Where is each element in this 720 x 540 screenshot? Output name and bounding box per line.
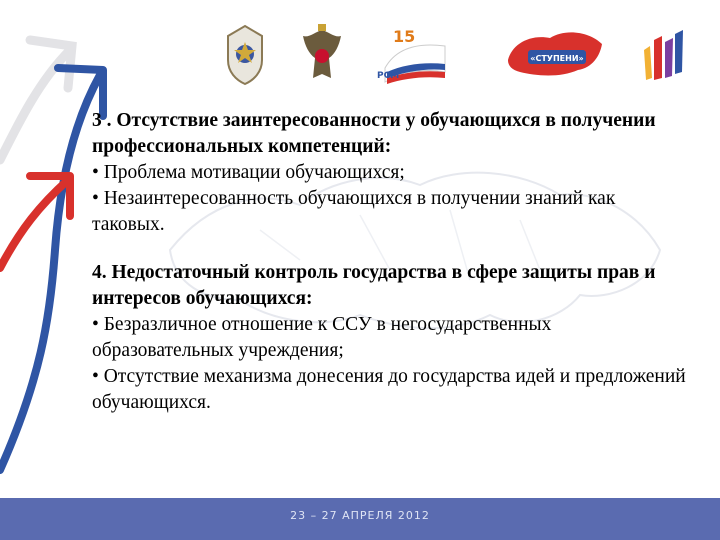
footer-band bbox=[0, 498, 720, 540]
stupeni-russia-logo-icon bbox=[500, 20, 610, 90]
bullet-item: • Незаинтересованность обучающихся в получении знаний как таковых. bbox=[92, 188, 616, 235]
svg-text:«СТУПЕНИ»: «СТУПЕНИ» bbox=[530, 54, 584, 63]
double-headed-eagle-icon bbox=[295, 20, 350, 90]
section-3 bbox=[92, 108, 692, 238]
gray-arrow-icon bbox=[0, 40, 72, 160]
bullet-item: • Проблема мотивации обучающихся; bbox=[92, 162, 405, 183]
main-content bbox=[92, 108, 692, 438]
university-crest-icon bbox=[220, 20, 270, 90]
color-stripes-logo-icon bbox=[640, 20, 685, 90]
svg-text:РСМ: РСМ bbox=[377, 71, 400, 81]
section-heading: 3 . Отсутствие заинтересованности у обучающихся в получении профессиональных компетенций: bbox=[92, 110, 656, 157]
bullet-item: • Безразличное отношение к ССУ в негосударственных образовательных учреждения; bbox=[92, 314, 552, 361]
svg-text:15: 15 bbox=[393, 27, 416, 46]
event-dates: 23 – 27 АПРЕЛЯ 2012 bbox=[290, 509, 430, 522]
section-heading: 4. Недостаточный контроль государства в сфере защиты прав и интересов обучающихся: bbox=[92, 262, 656, 309]
logo-row bbox=[215, 20, 695, 90]
section-4 bbox=[92, 260, 692, 416]
bullet-item: • Отсутствие механизма донесения до государства идей и предложений обучающихся. bbox=[92, 366, 686, 413]
rsm-15-years-logo-icon bbox=[375, 20, 455, 90]
